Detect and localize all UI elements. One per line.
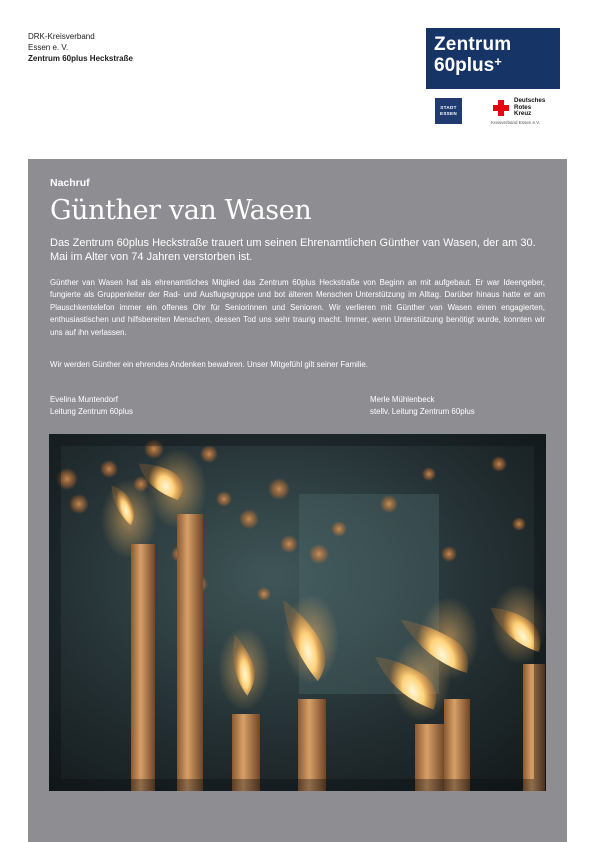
signature-right-role: stellv. Leitung Zentrum 60plus (370, 407, 475, 416)
signature-left-name: Evelina Muntendorf (50, 395, 118, 404)
logo-60plus-text: 60plus (434, 55, 495, 76)
red-cross-icon (493, 100, 509, 116)
drk-wordmark (514, 98, 545, 118)
drk-line2: Rotes (514, 103, 532, 111)
drk-logo (491, 96, 563, 128)
sender-line-organization: DRK-Kreisverband (28, 32, 95, 41)
drk-line1: Deutsches (514, 97, 546, 104)
article-headline: Günther van Wasen (50, 195, 312, 226)
sender-address (28, 31, 133, 64)
stadt-logo-line2: ESSEN (439, 111, 458, 116)
article-closing: Wir werden Günther ein ehrendes Andenken bewahren. Unser Mitgefühl gilt seiner Familie. (50, 360, 368, 369)
signature-right (370, 394, 475, 418)
candles-photo (49, 434, 546, 791)
logo-line-zentrum: Zentrum (434, 34, 512, 55)
zentrum-60plus-logo (426, 28, 560, 89)
stadt-logo-line1: STADT (440, 105, 457, 110)
stadt-essen-logo (435, 98, 462, 124)
signature-left (50, 394, 133, 418)
logo-plus-sign: + (494, 54, 502, 69)
signature-left-role: Leitung Zentrum 60plus (50, 407, 133, 416)
drk-subline: Kreisverband Essen e.V. (491, 120, 541, 125)
article-body: Günther van Wasen hat als ehrenamtliches Mitglied das Zentrum 60plus Heckstraße von Beginn an mit aufgebaut. Er war Ideengeber, fungierte als Gruppenleiter der Rad- und Ausflugsgruppe und bot älteren Menschen Unterstützung im Alltag. Darüber hinaus hatte er am Plauschkentelefon immer ein offenes Ohr für Seniorinnen und Senioren. Wir verlieren mit Günther van Wasen einen engagierten, enthusiastischen und hilfsbereiten Menschen, dessen Tod uns sehr traurig macht. Immer, wenn Unterstützung benötigt wurde, konnten wir uns auf ihn verlassen. (50, 278, 545, 337)
sender-line-city: Essen e. V. (28, 43, 69, 52)
sender-line-center: Zentrum 60plus Heckstraße (28, 54, 133, 63)
signature-right-name: Merle Mühlenbeck (370, 395, 435, 404)
article-kicker: Nachruf (50, 177, 90, 189)
article-lead: Das Zentrum 60plus Heckstraße trauert um seinen Ehrenamtlichen Günther van Wasen, der am 30. Mai im Alter von 74 Jahren verstorben ist. (50, 237, 536, 263)
logo-line-60plus (434, 55, 552, 77)
drk-line3: Kreuz (514, 110, 532, 118)
